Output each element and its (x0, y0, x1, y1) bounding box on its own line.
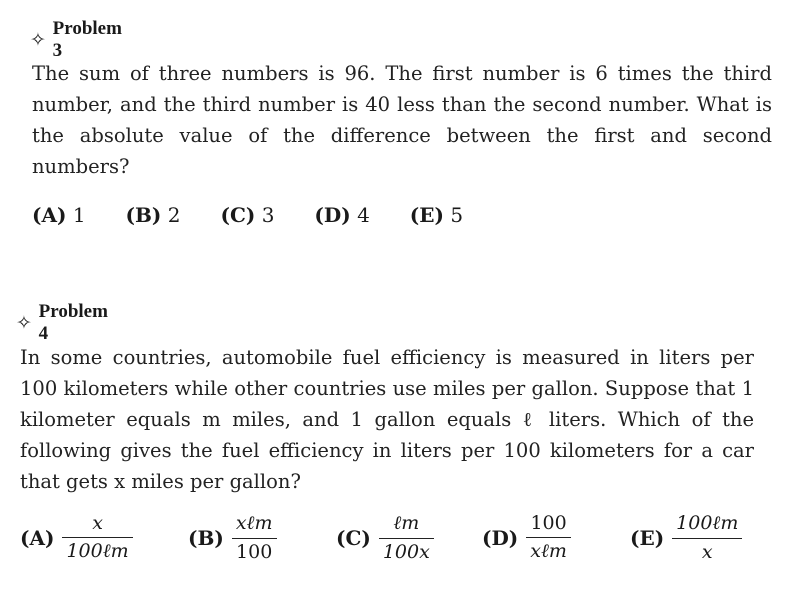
choice-e[interactable] (410, 203, 463, 227)
fraction (62, 512, 132, 563)
denominator: x (701, 541, 713, 563)
choice-a[interactable] (32, 203, 86, 227)
choice-label: (C) (336, 525, 371, 550)
problem-4-text: In some countries, automobile fuel efficiency is measured in liters per 100 kilometers while other countries use miles per gallon. Suppose that 1 kilometer equals m miles, and 1 gallon equals ℓ liters. Which of the following gives the fuel efficiency in liters per 100 kilometers for a car that gets x miles per gallon? (20, 346, 754, 493)
problem-3-header (30, 18, 125, 62)
problem-4-title: Problem 4 (38, 301, 108, 344)
choice-value: 1 (72, 203, 86, 227)
choice-b[interactable] (126, 203, 181, 227)
choice-value: 4 (357, 203, 370, 227)
sparkle-icon: ✧ (30, 29, 46, 51)
fraction (232, 512, 277, 563)
choice-b[interactable] (188, 512, 277, 563)
denominator: 100ℓm (66, 540, 129, 562)
choice-label: (C) (220, 203, 256, 227)
choice-label: (B) (188, 525, 224, 550)
choice-label: (A) (32, 203, 67, 227)
denominator: 100 (236, 541, 273, 563)
numerator: 100ℓm (676, 512, 739, 534)
choice-d[interactable] (482, 512, 571, 563)
choice-label: (E) (409, 203, 444, 227)
choice-c[interactable] (220, 203, 274, 227)
choice-label: (A) (20, 525, 55, 550)
denominator: xℓm (530, 540, 567, 562)
choice-label: (B) (125, 203, 162, 227)
numerator: x (92, 512, 103, 534)
numerator: xℓm (235, 512, 273, 534)
numerator: 100 (530, 512, 567, 534)
choice-label: (E) (630, 525, 665, 550)
problem-3-text: The sum of three numbers is 96. The first number is 6 times the third number, and the third number is 40 less than the second number. What is the absolute value of the difference between the first and second numbers? (32, 62, 772, 178)
problem-4-header (16, 301, 111, 345)
sparkle-icon: ✧ (16, 312, 32, 334)
choice-value: 5 (450, 203, 464, 227)
choice-value: 3 (261, 203, 275, 227)
fraction (379, 512, 434, 563)
choice-d[interactable] (314, 203, 369, 227)
fraction (672, 512, 742, 563)
choice-label: (D) (482, 525, 519, 550)
choice-a[interactable] (20, 512, 133, 563)
choice-c[interactable] (336, 512, 434, 563)
problem-3-choices (32, 203, 503, 227)
fraction (526, 512, 571, 563)
choice-e[interactable] (630, 512, 742, 563)
problem-3-title: Problem 3 (52, 18, 122, 61)
choice-value: 2 (167, 203, 181, 227)
denominator: 100x (382, 541, 430, 563)
numerator: ℓm (393, 512, 420, 534)
choice-label: (D) (314, 203, 351, 227)
